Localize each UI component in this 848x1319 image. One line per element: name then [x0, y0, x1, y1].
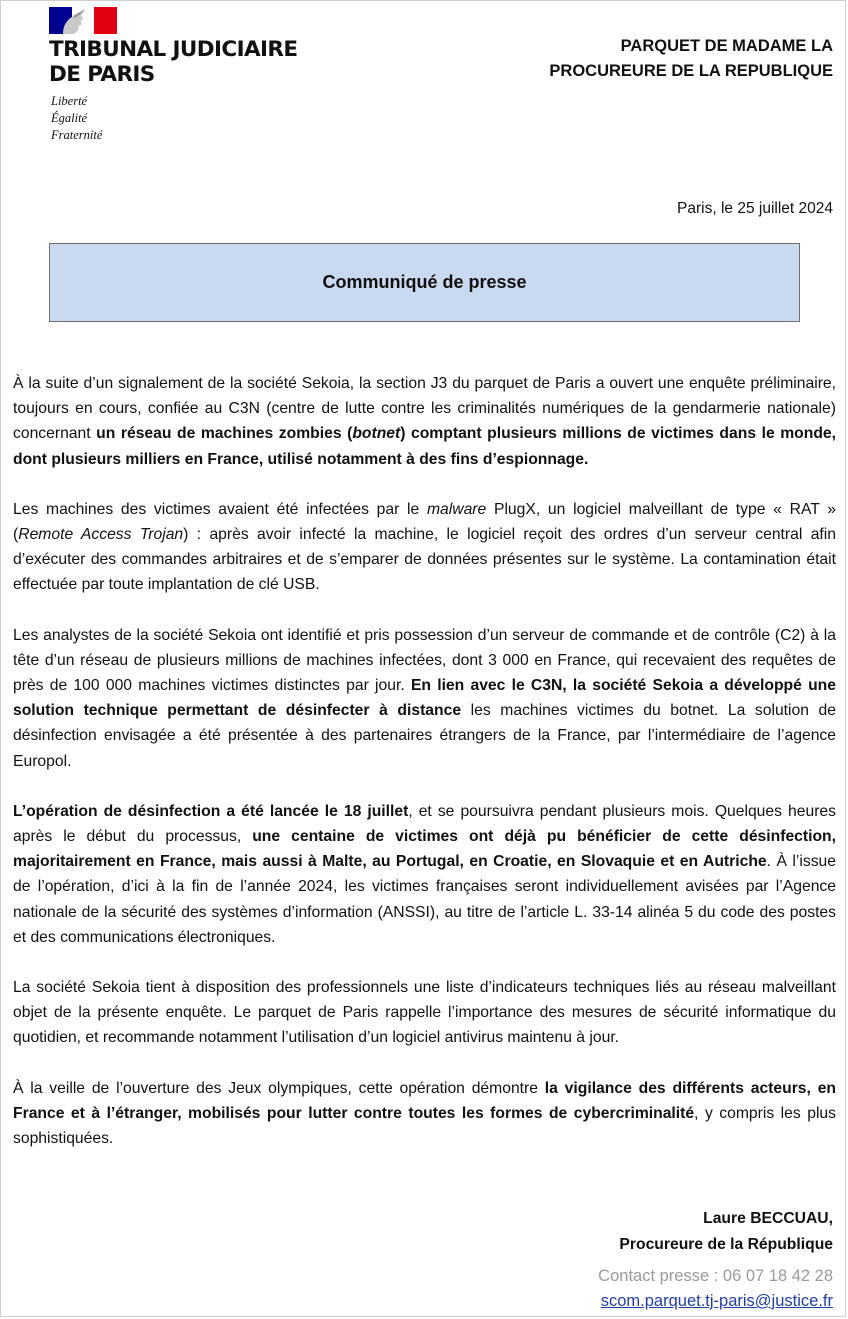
institution-line-1: TRIBUNAL JUDICIAIRE — [49, 37, 298, 62]
text-run: malware — [426, 500, 487, 518]
signatory-name: Laure BECCUAU, — [703, 1210, 833, 1227]
body-paragraph-6 — [13, 1076, 836, 1152]
document-date: Paris, le 25 juillet 2024 — [677, 200, 833, 217]
body-paragraph-1 — [13, 371, 836, 472]
press-email-link[interactable]: scom.parquet.tj-paris@justice.fr — [600, 1292, 833, 1310]
institution-name — [49, 37, 297, 87]
text-run: la vigilance des différents acteurs, en France et à l’étranger, mobilisés pour lutter contre toutes les formes de cybercriminalité — [13, 1079, 836, 1122]
office-line-1: PARQUET DE MADAME LA — [620, 37, 833, 55]
signature-block — [619, 1206, 833, 1258]
text-run: ) : après avoir infecté la machine, le logiciel reçoit des ordres d’un serveur central afin d’exécuter des commandes arbitraires et de s’emparer de données présentes sur le système. La contamination était effectuée par toute implantation de clé USB. — [13, 526, 836, 594]
text-run: La société Sekoia tient à disposition des professionnels une liste d’indicateurs techniques liés au réseau malveillant objet de la présente enquête. Le parquet de Paris rappelle l’importance des mesures de sécurité informatique du quotidien, et recommande notamment l’utilisation d’un logiciel antivirus maintenu à jour. — [13, 979, 836, 1047]
motto-liberte: Liberté — [51, 94, 88, 108]
press-phone: Contact presse : 06 07 18 42 28 — [598, 1267, 833, 1285]
text-run: un réseau de machines zombies ( — [96, 425, 353, 443]
text-run: En lien avec le C3N, la société Sekoia a développé une solution technique permettant de désinfecter à distance — [13, 677, 836, 720]
text-run: botnet — [352, 425, 401, 443]
text-run: Les machines des victimes avaient été infectées par le — [13, 500, 427, 518]
text-run: , y compris les plus sophistiquées. — [13, 1104, 836, 1148]
press-contact — [598, 1264, 833, 1314]
text-run: , et se poursuivra pendant plusieurs mois. Quelques heures après le début du processus, — [13, 802, 836, 846]
body-paragraph-4 — [13, 799, 836, 950]
institution-line-2: DE PARIS — [49, 62, 155, 87]
signatory-role: Procureure de la République — [619, 1236, 833, 1253]
document-title: Communiqué de presse — [322, 272, 527, 292]
republic-motto — [51, 93, 102, 144]
body-paragraph-2 — [13, 497, 836, 598]
motto-fraternite: Fraternité — [51, 128, 103, 142]
text-run: Les analystes de la société Sekoia ont identifié et pris possession d’un serveur de commande et de contrôle (C2) à la tête d’un réseau de plusieurs millions de machines infectées, dont 3 000 en France, qui recevaient des requêtes de près de 100 000 machines victimes distinctes par jour. — [13, 626, 836, 695]
text-run: une centaine de victimes ont déjà pu bénéficier de cette désinfection, majoritairement en France, mais aussi à Malte, au Portugal, en Croatie, en Slovaquie et en Autriche — [13, 828, 836, 871]
marianne-logo-icon — [49, 7, 117, 34]
motto-egalite: Égalité — [51, 111, 88, 125]
text-run: Remote Access Trojan — [18, 526, 184, 544]
office-line-2: PROCUREURE DE LA REPUBLIQUE — [549, 62, 833, 80]
office-header — [549, 34, 833, 84]
text-run: ) comptant plusieurs millions de victimes dans le monde, dont plusieurs milliers en France, utilisé notamment à des fins d’espionnage. — [13, 425, 836, 468]
text-run: . À l’issue de l’opération, d’ici à la fin de l’année 2024, les victimes françaises seront individuellement avisées par l’Agence nationale de la sécurité des systèmes d’information (ANSSI), au titre de l’article L. 33-14 alinéa 5 du code des postes et des communications électroniques. — [13, 853, 836, 946]
text-run: À la suite d’un signalement de la société Sekoia, la section J3 du parquet de Paris a ouvert une enquête préliminaire, toujours en cours, confiée au C3N (centre de lutte contre les criminalités numériques de la gendarmerie nationale) concernant — [13, 375, 836, 443]
title-banner — [49, 243, 800, 322]
body-paragraph-3 — [13, 623, 836, 774]
text-run: PlugX, un logiciel malveillant de type « RAT » ( — [13, 500, 836, 544]
body-paragraph-5 — [13, 975, 836, 1051]
text-run: les machines victimes du botnet. La solution de désinfection envisagée a été présentée à des partenaires étrangers de la France, par l’intermédiaire de l’agence Europol. — [13, 702, 836, 770]
text-run: À la veille de l’ouverture des Jeux olympiques, cette opération démontre — [13, 1079, 545, 1097]
text-run: L’opération de désinfection a été lancée le 18 juillet — [13, 802, 409, 820]
document-body — [13, 371, 836, 1176]
